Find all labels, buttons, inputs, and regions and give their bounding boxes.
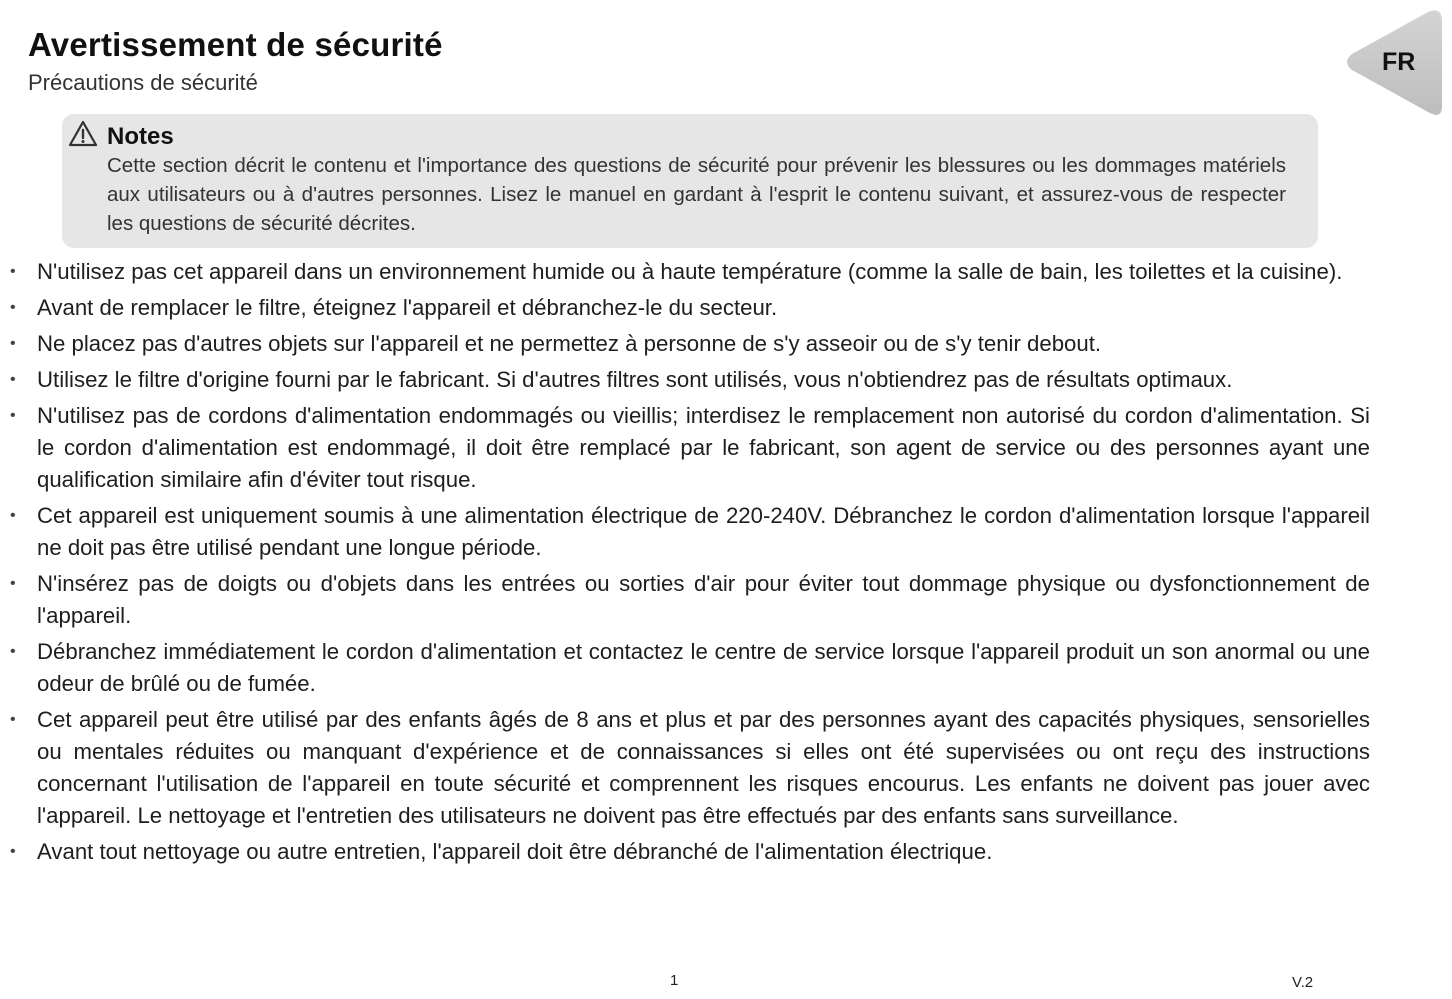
- bullet-icon: •: [10, 371, 16, 388]
- list-item-text: Débranchez immédiatement le cordon d'alimentation et contactez le centre de service lorsque l'appareil produit un son anormal ou une odeur de brûlé ou de fumée.: [37, 639, 1370, 696]
- list-item-text: Utilisez le filtre d'origine fourni par le fabricant. Si d'autres filtres sont utilisés, vous n'obtiendrez pas de résultats optimaux.: [37, 367, 1233, 392]
- list-item: [0, 328, 1370, 360]
- bullet-icon: •: [10, 711, 16, 728]
- list-item-text: Ne placez pas d'autres objets sur l'appareil et ne permettez à personne de s'y asseoir ou de s'y tenir debout.: [37, 331, 1102, 356]
- list-item-text: Cet appareil est uniquement soumis à une alimentation électrique de 220-240V. Débranchez le cordon d'alimentation lorsque l'appareil ne doit pas être utilisé pendant une longue période.: [37, 503, 1370, 560]
- bullet-icon: •: [10, 643, 16, 660]
- list-item: [0, 704, 1370, 832]
- bullet-icon: •: [10, 575, 16, 592]
- list-item-text: N'insérez pas de doigts ou d'objets dans les entrées ou sorties d'air pour éviter tout dommage physique ou dysfonctionnement de l'appareil.: [37, 571, 1370, 628]
- page-number: 1: [670, 972, 679, 989]
- bullet-icon: •: [10, 843, 16, 860]
- list-item: [0, 364, 1370, 396]
- list-item: [0, 568, 1370, 632]
- bullet-icon: •: [10, 299, 16, 316]
- bullet-icon: •: [10, 335, 16, 352]
- list-item: [0, 500, 1370, 564]
- list-item-text: Cet appareil peut être utilisé par des enfants âgés de 8 ans et plus et par des personnes ayant des capacités physiques, sensorielles ou mentales réduites ou manquant d'expérience et de connaissances si elles ont été supervisées ou ont reçu des instructions concernant l'utilisation de l'appareil en toute sécurité et comprennent les risques encourus. Les enfants ne doivent pas jouer avec l'appareil. Le nettoyage et l'entretien des utilisateurs ne doivent pas être effectués par des enfants sans surveillance.: [37, 707, 1370, 828]
- language-code: FR: [1382, 48, 1416, 76]
- safety-list: [0, 256, 1370, 872]
- list-item-text: N'utilisez pas cet appareil dans un environnement humide ou à haute température (comme la salle de bain, les toilettes et la cuisine).: [37, 259, 1343, 284]
- bullet-icon: •: [10, 263, 16, 280]
- language-tab: [1344, 8, 1444, 118]
- version-label: V.2: [1292, 974, 1314, 991]
- list-item: [0, 256, 1370, 288]
- notes-box: [62, 114, 1318, 248]
- notes-body: Cette section décrit le contenu et l'importance des questions de sécurité pour prévenir les blessures ou les dommages matériels aux utilisateurs ou à d'autres personnes. Lisez le manuel en gardant à l'esprit le contenu suivant, et assurez-vous de respecter les questions de sécurité décrites.: [107, 154, 1286, 235]
- list-item-text: N'utilisez pas de cordons d'alimentation endommagés ou vieillis; interdisez le remplacement non autorisé du cordon d'alimentation. Si le cordon d'alimentation est endommagé, il doit être remplacé par le fabricant, son agent de service ou des personnes ayant une qualification similaire afin d'éviter tout risque.: [37, 403, 1370, 492]
- bullet-icon: •: [10, 407, 16, 424]
- bullet-icon: •: [10, 507, 16, 524]
- list-item: [0, 836, 1370, 868]
- page-subtitle: Précautions de sécurité: [28, 70, 258, 95]
- list-item-text: Avant de remplacer le filtre, éteignez l'appareil et débranchez-le du secteur.: [37, 295, 778, 320]
- warning-triangle-icon: [68, 120, 98, 148]
- list-item: [0, 292, 1370, 324]
- notes-title: Notes: [107, 123, 174, 150]
- list-item: [0, 636, 1370, 700]
- list-item: [0, 400, 1370, 496]
- list-item-text: Avant tout nettoyage ou autre entretien, l'appareil doit être débranché de l'alimentation électrique.: [37, 839, 993, 864]
- page-title: Avertissement de sécurité: [28, 26, 443, 63]
